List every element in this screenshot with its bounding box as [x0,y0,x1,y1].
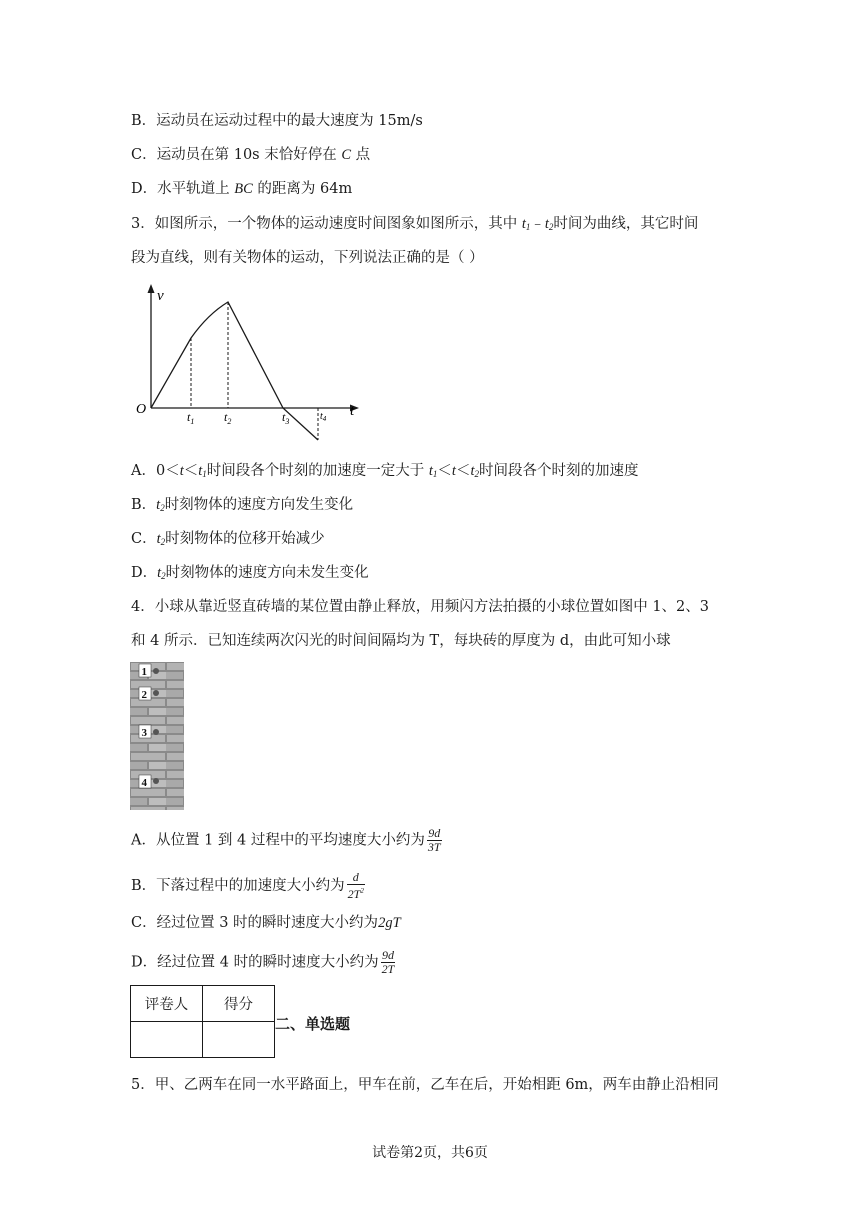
tick-t4: $t_4$ [320,411,327,423]
q4-option-a: A．从位置 1 到 4 过程中的平均速度大小约为 $\frac{9d}{3T}$ [131,826,441,854]
q3-stem-line1: 3．如图所示，一个物体的运动速度时间图象如图所示，其中 $t_1﹣t_2$时间为曲线，其它时间 [131,216,699,232]
section-heading: 二、单选题 [275,1015,351,1033]
t-label: t [350,403,355,419]
photo-label-2: 2 [141,689,147,701]
tick-t1: $t_1$ [187,410,195,426]
q4-stem-line2: 和 4 所示．已知连续两次闪光的时间间隔均为 T，每块砖的厚度为 d，由此可知小球 [131,633,671,649]
tick-t2: $t_2$ [224,410,232,426]
q4-stem-line1: 4．小球从靠近竖直砖墙的某位置由静止释放，用频闪方法拍摄的小球位置如图中 1、2、3 [131,599,710,615]
q5-stem-line1: 5．甲、乙两车在同一水平路面上，甲车在前，乙车在后，开始相距 6m，两车由静止沿相同 [131,1077,719,1093]
q4-option-b: B．下落过程中的加速度大小约为 $\frac{d}{2T^2}$ [131,870,364,901]
tick-t3: $t_3$ [282,410,290,426]
origin-label: O [136,402,147,417]
ball-3 [153,729,159,735]
fraction: $\frac{9d}{3T}$ [427,826,441,854]
page-footer: 试卷第2页，共6页 [372,1145,488,1161]
q3-option-c: C．$t_2$时刻物体的位移开始减少 [131,531,325,547]
ball-4 [153,778,159,784]
photo-label-3: 3 [141,727,147,739]
vt-curve [151,302,318,440]
q3-option-b: B．$t_2$时刻物体的速度方向发生变化 [131,497,354,513]
q4-option-c: C．经过位置 3 时的瞬时速度大小约为2gT [131,915,401,931]
photo-label-1: 1 [141,666,147,678]
reviewer-header: 评卷人 [131,986,203,1022]
score-table [130,985,275,1058]
score-header: 得分 [203,986,275,1022]
reviewer-cell [131,1022,203,1058]
photo-label-4: 4 [141,777,147,789]
q3-stem-line2: 段为直线，则有关物体的运动，下列说法正确的是（ ） [131,250,484,266]
brick-wall-photo [130,662,184,810]
q3-option-a: A．$0<t<t_1$时间段各个时刻的加速度一定大于 $t_1<t<t_2$时间段各个时刻的加速度 [131,463,639,479]
v-label: v [157,288,164,304]
score-cell [203,1022,275,1058]
fraction: $\frac{9d}{2T}$ [381,948,395,976]
ball-1 [153,668,159,674]
q2-option-d: D．水平轨道上 BC 的距离为 64m [131,181,353,197]
v-axis-arrow [148,284,155,293]
q3-option-d: D．$t_2$时刻物体的速度方向未发生变化 [131,565,369,581]
q4-option-d: D．经过位置 4 时的瞬时速度大小约为 $\frac{9d}{2T}$ [131,948,395,976]
fraction: $\frac{d}{2T^2}$ [347,870,364,901]
q2-option-c: C．运动员在第 10s 末恰好停在 C 点 [131,147,371,163]
ball-2 [153,690,159,696]
q2-option-b: B．运动员在运动过程中的最大速度为 15m/s [131,113,423,129]
vt-graph [128,280,368,445]
